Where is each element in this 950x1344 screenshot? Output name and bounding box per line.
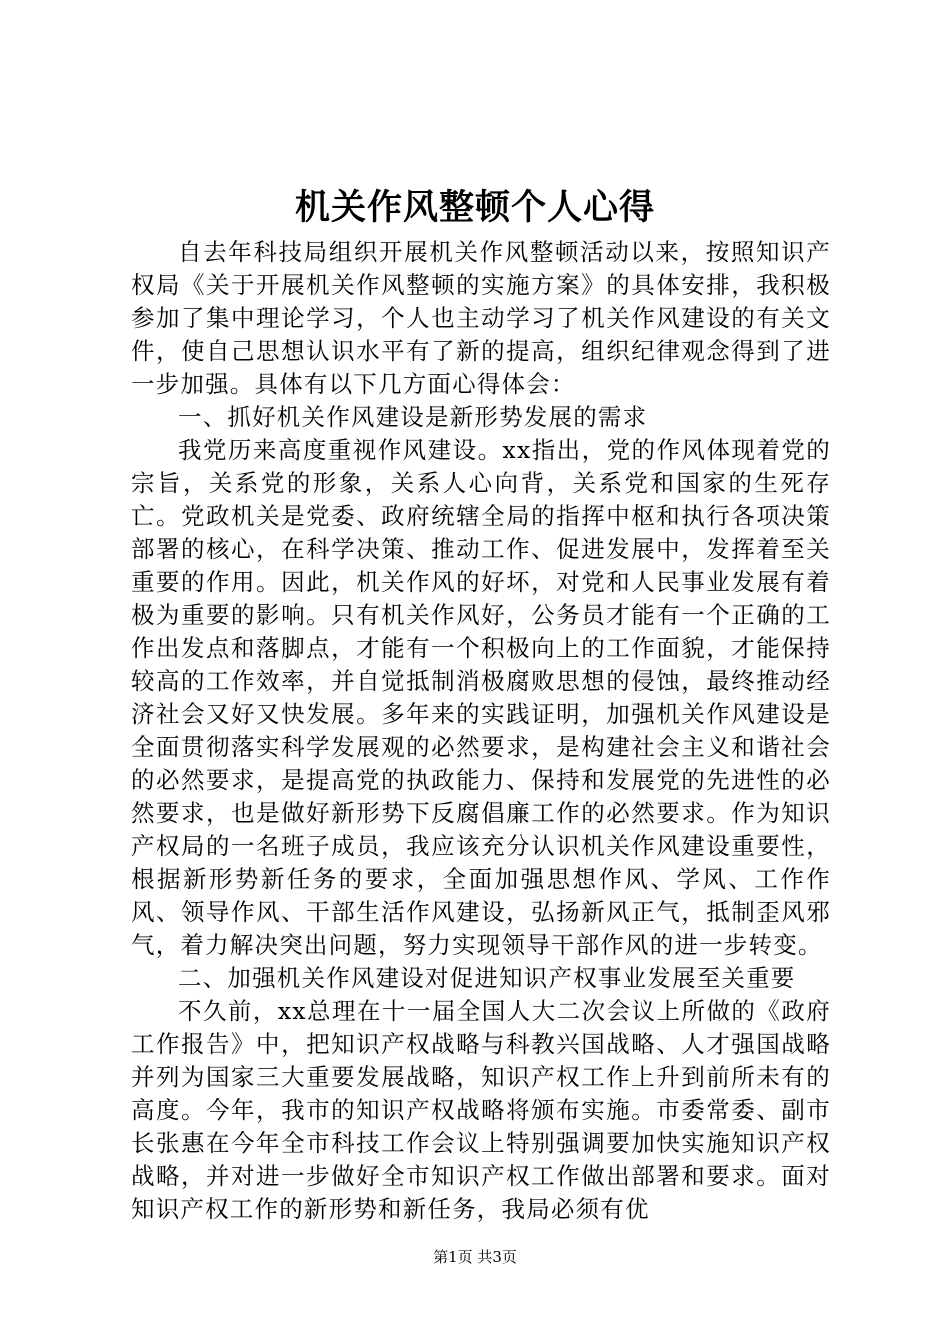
- document-title: 机关作风整顿个人心得: [294, 187, 655, 228]
- section-heading-2: 二、加强机关作风建设对促进知识产权事业发展至关重要: [178, 964, 796, 992]
- paragraph-section-1: 我党历来高度重视作风建设。xx指出，党的作风体现着党的宗旨，关系党的形象，关系人心向背，关系党和国家的生死存亡。党政机关是党委、政府统辖全局的指挥中枢和执行各项决策部署的核心，在科学决策、推动工作、促进发展中，发挥着至关重要的作用。因此，机关作风的好坏，对党和人民事业发展有着极为重要的影响。只有机关作风好，公务员才能有一个正确的工作出发点和落脚点，才能有一个积极向上的工作面貌，才能保持较高的工作效率，并自觉抵制消极腐败思想的侵蚀，最终推动经济社会又好又快发展。多年来的实践证明，加强机关作风建设是全面贯彻落实科学发展观的必然要求，是构建社会主义和谐社会的必然要求，是提高党的执政能力、保持和发展党的先进性的必然要求，也是做好新形势下反腐倡廉工作的必然要求。作为知识产权局的一名班子成员，我应该充分认识机关作风建设重要性，根据新形势新任务的要求，全面加强思想作风、学风、工作作风、领导作风、干部生活作风建设，弘扬新风正气，抵制歪风邪气，着力解决突出问题，努力实现领导干部作风的进一步转变。: [131, 436, 831, 959]
- section-heading-1: 一、抓好机关作风建设是新形势发展的需求: [178, 403, 648, 431]
- paragraph-intro: 自去年科技局组织开展机关作风整顿活动以来，按照知识产权局《关于开展机关作风整顿的实施方案》的具体安排，我积极参加了集中理论学习，个人也主动学习了机关作风建设的有关文件，使自己思想认识水平有了新的提高，组织纪律观念得到了进一步加强。具体有以下几方面心得体会：: [131, 238, 831, 398]
- document-body: [131, 236, 831, 1226]
- paragraph-section-2: 不久前，xx总理在十一届全国人大二次会议上所做的《政府工作报告》中，把知识产权战略与科教兴国战略、人才强国战略并列为国家三大重要发展战略，知识产权工作上升到前所未有的高度。今年，我市的知识产权战略将颁布实施。市委常委、副市长张惠在今年全市科技工作会议上特别强调要加快实施知识产权战略，并对进一步做好全市知识产权工作做出部署和要求。面对知识产权工作的新形势和新任务，我局必须有优: [131, 997, 831, 1223]
- page-footer: 第1页 共3页: [433, 1248, 517, 1266]
